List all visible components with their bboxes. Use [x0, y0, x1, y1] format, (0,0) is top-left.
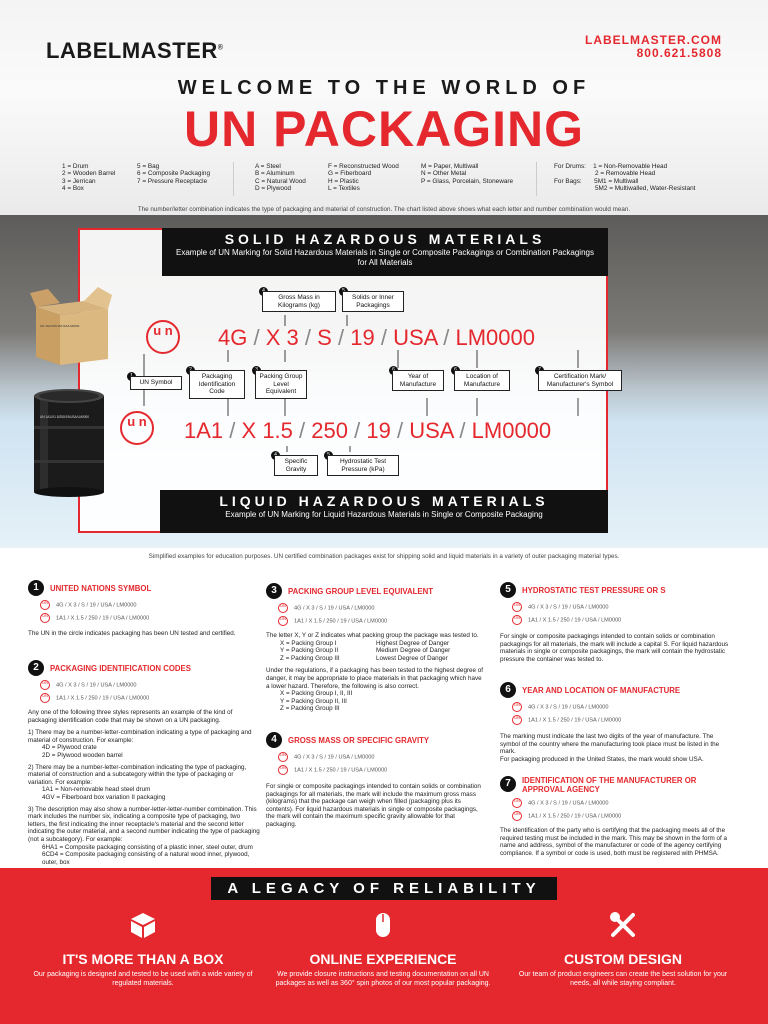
legend-types: 1 = Drum 2 = Wooden Barrel 3 = Jerrican 4 = Box [62, 163, 116, 193]
legend-materials-2: F = Reconstructed Wood G = Fiberboard H = Plastic L = Textiles [328, 163, 399, 193]
section-2-title: PACKAGING IDENTIFICATION CODES [50, 663, 191, 673]
welcome-heading: WELCOME TO THE WORLD OF [177, 77, 591, 99]
feature-online-text: We provide closure instructions and testing documentation on all UN packages as well as 360° spin photos of our most popular packaging. [275, 971, 491, 987]
liquid-header [160, 490, 608, 533]
feature-box [28, 910, 258, 988]
feature-box-text: Our packaging is designed and tested to be used with a wide variety of regulated materials. [33, 971, 253, 987]
label-un-symbol: UN Symbol [130, 376, 182, 390]
label-packaging-id: Packaging Identification Code [189, 370, 245, 399]
divider [536, 162, 537, 196]
legend-materials-3: M = Paper, Multiwall N = Other Metal P = Glass, Porcelain, Stoneware [421, 163, 514, 185]
label-certification: Certification Mark/ Manufacturer's Symbol [538, 370, 622, 391]
mouse-icon [368, 910, 398, 940]
website-link[interactable]: LABELMASTER.COM [585, 33, 722, 47]
section-1: 1 UNITED NATIONS SYMBOL UN 4G / X 3 / S / 19 / USA / LM0000 UN 1A1 / X 1.5 / 250 / 19 / USA / LM0000 The UN in the circle indicates packaging has been UN tested and certified. [28, 582, 236, 637]
un-symbol-liquid: u n [120, 411, 154, 445]
feature-box-title: IT'S MORE THAN A BOX [62, 951, 224, 967]
section-5: 5 HYDROSTATIC TEST PRESSURE OR S UN 4G / X 3 / S / 19 / USA / LM0000 UN 1A1 / X 1.5 / 250 / 19 / USA / LM0000 For single or composite packagings intended to contain solids or combination packagings for all materials, the mark will include a capital S. For liquid hazardous materials in single or composite packagings, the mark will contain the hydrostatic pressure the container was tested to. [500, 584, 729, 663]
feature-online-title: ONLINE EXPERIENCE [309, 951, 457, 967]
feature-custom [508, 910, 738, 988]
box-marking: UN 4G/X3/S/19/USA/LM0000 [40, 324, 80, 328]
section-4: 4 GROSS MASS OR SPECIFIC GRAVITY UN 4G / X 3 / S / 19 / USA / LM0000 UN 1A1 / X 1.5 / 250 / 19 / USA / LM0000 For single or composite packagings intended to contain solids or combination packagings for all materials, the mark will include the maximum gross mass (kilograms) that the package can weigh when filled (packaging plus its contents). For liquid hazardous materials in single or composite packagings, the mark will contain the maximum specific gravity allowable for that packaging. [266, 734, 481, 828]
label-location: Location of Manufacture [454, 370, 510, 391]
section-6: 6 YEAR AND LOCATION OF MANUFACTURE UN 4G / X 3 / S / 19 / USA / LM0000 UN 1A1 / X 1.5 / 250 / 19 / USA / LM0000 The marking must indicate the last two digits of the year of manufacture. The symbol of the country where the manufacturing took place must be listed in the mark. For packaging produced in the United States, the mark would show USA. [500, 684, 720, 763]
legend-materials-1: A = Steel B = Aluminum C = Natural Wood D = Plywood [255, 163, 306, 193]
un-symbol-solid: u n [146, 320, 180, 354]
legend-subtypes: For Drums: 1 = Non-Removable Head 2 = Removable Head For Bags: 5M1 = Multiwall 5M2 = Multiwalled, Water-Resistant [554, 163, 696, 193]
box-icon [128, 910, 158, 940]
section-2: 2 PACKAGING IDENTIFICATION CODES UN 4G / X 3 / S / 19 / USA / LM0000 UN 1A1 / X 1.5 / 250 / 19 / USA / LM0000 Any one of the following three styles represents an example of the kind of packaging identification code that may be shown on a UN packaging. 1) There may be a number-letter-combination indicating a type of packaging and material of construction. For example: 4D = Plywood crate 2D = Plywood wooden barrel 2) There may be a number-letter-combination indicating the type of packaging, material of construction and a subcategory within the type of packaging or variation. For example: 1A1 = Non-removable head steel drum 4GV = Fiberboard box variation II packaging 3) The description may also show a number-letter-letter-number combination. This mark includes the number six, indicating a composite type of packaging, two letters, the first indicating the inner receptacle's material and the second letter indicating the outer material, and a second number indicating the type of packaging (not a subcategory). For example: 6HA1 = Composite packaging consisting of a plastic inner, steel outer, drum 6CD4 = Composite packaging consisting of a natural wood inner, plywood, outer, box [28, 662, 260, 866]
phone-number[interactable]: 800.621.5808 [636, 46, 722, 60]
solid-title: SOLID HAZARDOUS MATERIALS [224, 231, 546, 247]
section-3-title: PACKING GROUP LEVEL EQUIVALENT [288, 586, 433, 596]
section-1-title: UNITED NATIONS SYMBOL [50, 583, 152, 593]
logo-text: LABELMASTER [46, 38, 218, 63]
section-4-title: GROSS MASS OR SPECIFIC GRAVITY [288, 735, 430, 745]
label-solids: Solids or Inner Packagings [342, 291, 404, 312]
label-specific-gravity: Specific Gravity [274, 455, 318, 476]
legend-note: The number/letter combination indicates the type of packaging and material of construction. The chart listed above shows what each letter and number combination would mean. [137, 206, 631, 213]
liquid-code: 1A1 / X 1.5 / 250 / 19 / USA / LM0000 [184, 418, 552, 443]
feature-custom-text: Our team of product engineers can create the best solution for your needs, all while staying compliant. [518, 971, 728, 987]
feature-custom-title: CUSTOM DESIGN [564, 951, 682, 967]
feature-online [268, 910, 498, 988]
legacy-heading: A LEGACY OF RELIABILITY [0, 880, 768, 897]
label-packing-group: Packing Group Level Equivalent [255, 370, 307, 399]
liquid-title: LIQUID HAZARDOUS MATERIALS [219, 493, 549, 509]
section-7-title: IDENTIFICATION OF THE MANUFACTURER OR APPROVAL AGENCY [522, 776, 697, 794]
label-hydrostatic: Hydrostatic Test Pressure (kPa) [327, 455, 399, 476]
tools-icon [608, 910, 638, 940]
divider [233, 162, 234, 196]
label-year: Year of Manufacture [392, 370, 444, 391]
legend-types-2: 5 = Bag 6 = Composite Packaging 7 = Pressure Receptacle [137, 163, 211, 185]
label-gross-mass: Gross Mass in Kilograms (kg) [262, 291, 336, 312]
simplified-note: Simplified examples for education purposes. UN certified combination packages exist for shipping solid and liquid materials in a variety of outer packaging material types. [148, 553, 620, 560]
section-3: 3 PACKING GROUP LEVEL EQUIVALENT UN 4G / X 3 / S / 19 / USA / LM0000 UN 1A1 / X 1.5 / 250 / 19 / USA / LM0000 The letter X, Y or Z indicates what packing group the package was tested to. X = Packing Group I Highest Degree of Danger Y = Packing Group II Medium Degree of Danger Z = Packing Group III Lowest Degree of Danger Under the regulations, if a packaging has been tested to the highest degree of danger, it may be appropriate to place materials in that packaging which have a lower hazard. Therefore, the following is also correct. X = Packing Group I, II, III Y = Packing Group II, III Z = Packing Group III [266, 585, 484, 713]
solid-subtitle: Example of UN Marking for Solid Hazardous Materials in Single or Composite Packagings or Combination Packagings for All Materials [176, 248, 594, 267]
liquid-subtitle: Example of UN Marking for Liquid Hazardous Materials in Single or Composite Packaging [225, 510, 543, 519]
section-6-title: YEAR AND LOCATION OF MANUFACTURE [522, 685, 681, 695]
solid-code: 4G / X 3 / S / 19 / USA / LM0000 [218, 325, 535, 350]
labelmaster-logo[interactable]: LABELMASTER® [46, 38, 224, 63]
section-5-title: HYDROSTATIC TEST PRESSURE OR S [522, 585, 666, 595]
contact-info [585, 34, 722, 60]
page-title: UN PACKAGING [184, 101, 584, 157]
section-7: 7 IDENTIFICATION OF THE MANUFACTURER OR APPROVAL AGENCY UN 4G / X 3 / S / 19 / USA / LM0000 UN 1A1 / X 1.5 / 250 / 19 / USA / LM0000 The identification of the party who is certifying that the packaging meets all of the required testing must be included in the mark. This may be shown in the form of a name and address, symbol of the manufacturer or code of the agency certifying compliance. If a symbol or code is used, both must be registered with PHMSA. [500, 776, 728, 857]
drum-marking: UN 1A1/X1.5/250/19/USA/LM0000 [40, 415, 90, 419]
